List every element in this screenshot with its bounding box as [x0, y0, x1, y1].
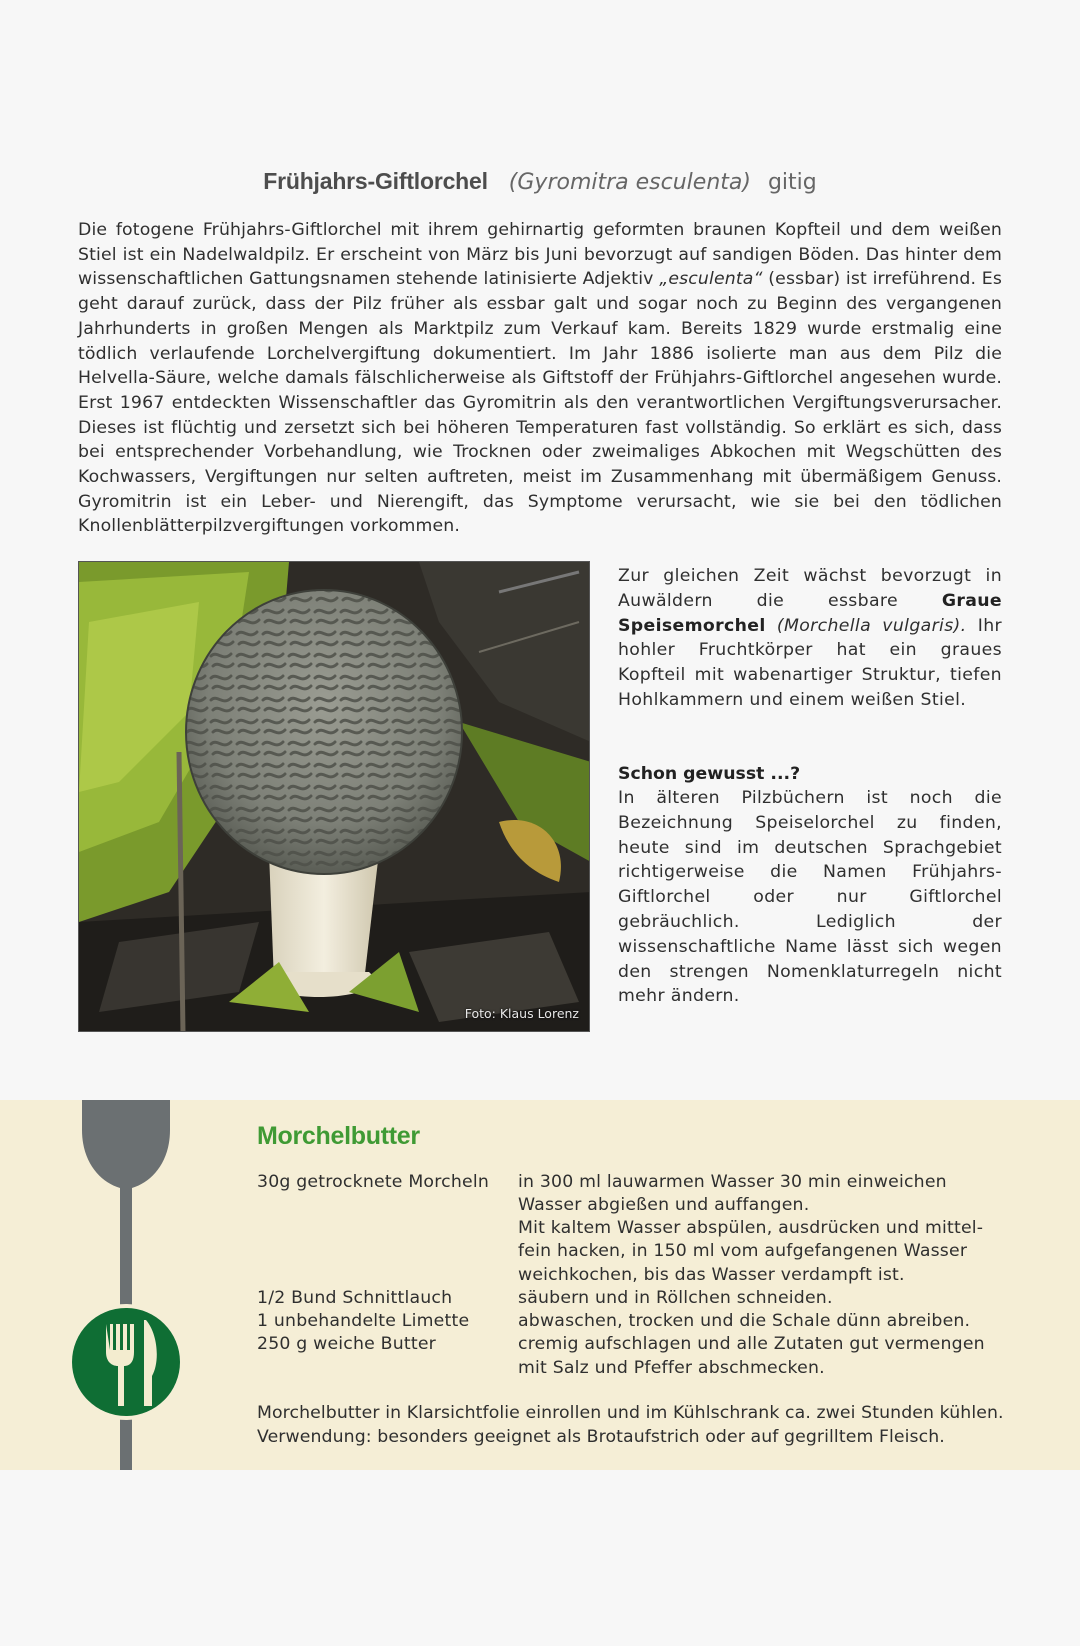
did-you-know-text: In älteren Pilzbüchern ist noch die Bezeichnung Speiselorchel zu finden, heute sind im deutschen Sprachgebiet richtigerweise die Namen Frühjahrs-Giftlorchel oder nur Giftlorchel gebräuchlich. Lediglich der wissenschaftliche Name lässt sich wegen den strengen Nomenklaturregeln nicht mehr ändern.	[618, 788, 1002, 1007]
step-9: mit Salz und Pfeffer abschmecken.	[518, 1358, 825, 1378]
toxicity-tag: gitig	[767, 170, 817, 195]
step-7: abwaschen, trocken und die Schale dünn abreiben.	[518, 1311, 971, 1331]
step-4: fein hacken, in 150 ml vom aufgefangenen Wasser	[518, 1241, 968, 1261]
page-title-row	[0, 166, 1080, 198]
morel-photo	[78, 561, 590, 1032]
page-title: Frühjahrs-Giftlorchel	[263, 168, 488, 194]
recipe-footer-storage: Morchelbutter in Klarsichtfolie einrollen und im Kühlschrank ca. zwei Stunden kühlen.	[257, 1403, 1004, 1423]
step-5: weichkochen, bis das Wasser verdampft ist.	[518, 1265, 905, 1285]
intro-text-2: (essbar) ist irreführend. Es geht darauf zurück, dass der Pilz früher als essbar galt und sogar noch zu Beginn des vergangenen Jahrhunderts in großen Mengen als Marktpilz zum Verkauf kam. Bereits 1829 wurde erstmalig eine tödlich verlaufende Lorchelvergiftung dokumentiert. Im Jahr 1886 isolierte man aus dem Pilz die Helvella-Säure, welche damals fälschlicherweise als Giftstoff der Frühjahrs-Giftlorchel angesehen wurde. Erst 1967 entdeckten Wissenschaftler das Gyromitrin als den verantwortlichen Vergiftungsverursacher. Dieses ist flüchtig und zersetzt sich bei höheren Temperaturen fast vollständig. So erklärt es sich, dass bei entsprechender Vorbehandlung, wie Trocknen oder zweimaliges Abkochen mit Wegschütten des Kochwassers, Vergiftungen nur selten auftreten, meist im Zusammenhang mit übermäßigem Genuss. Gyromitrin ist ein Leber- und Nierengift, das Symptome verursacht, wie sie bei den tödlichen Knollenblätterpilzvergiftungen vorkommen.	[78, 269, 1002, 537]
side-text-2: Ihr hohler Fruchtkörper hat ein graues Kopfteil mit wabenartiger Struktur, tiefen Hohlkammern und einem weißen Stiel.	[618, 615, 1002, 710]
step-3: Mit kaltem Wasser abspülen, ausdrücken und mittel-	[518, 1218, 984, 1238]
side-scientific-name: (Morchella vulgaris).	[765, 615, 967, 636]
ingredient-2: 1/2 Bund Schnittlauch	[257, 1288, 453, 1308]
ingredient-3: 1 unbehandelte Limette	[257, 1311, 470, 1331]
intro-emphasis: „esculenta“	[659, 269, 763, 290]
step-6: säubern und in Röllchen schneiden.	[518, 1288, 833, 1308]
morel-illustration	[79, 562, 590, 1032]
ingredient-4: 250 g weiche Butter	[257, 1334, 436, 1354]
intro-paragraph	[78, 218, 1002, 539]
side-text-1: Zur gleichen Zeit wächst bevorzugt in Auwäldern die essbare	[618, 566, 1002, 611]
ingredient-1: 30g getrocknete Morcheln	[257, 1172, 489, 1192]
side-paragraph	[618, 564, 1002, 713]
side-species-name: Graue Speisemorchel	[618, 590, 1002, 636]
step-2: Wasser abgießen und auffangen.	[518, 1195, 810, 1215]
recipe-box	[0, 1100, 1080, 1470]
photo-credit: Foto: Klaus Lorenz	[464, 1006, 579, 1021]
step-1: in 300 ml lauwarmen Wasser 30 min einweichen	[518, 1172, 947, 1192]
step-8: cremig aufschlagen und alle Zutaten gut vermengen	[518, 1334, 985, 1354]
recipe-title: Morchelbutter	[257, 1122, 420, 1150]
did-you-know-heading: Schon gewusst ...?	[618, 764, 801, 784]
intro-text-1: Die fotogene Frühjahrs-Giftlorchel mit ihrem gehirnartig geformten braunen Kopfteil und dem weißen Stiel ist ein Nadelwaldpilz. Er erscheint von März bis Juni bevorzugt auf sandigen Böden. Das hinter dem wissenschaftlichen Gattungsnamen stehende latinisierte Adjektiv	[78, 220, 1002, 290]
scientific-name: (Gyromitra esculenta)	[508, 170, 751, 195]
recipe-footer-usage: Verwendung: besonders geeignet als Brotaufstrich oder auf gegrilltem Fleisch.	[257, 1427, 945, 1447]
cutlery-spoon-icon	[66, 1100, 186, 1470]
